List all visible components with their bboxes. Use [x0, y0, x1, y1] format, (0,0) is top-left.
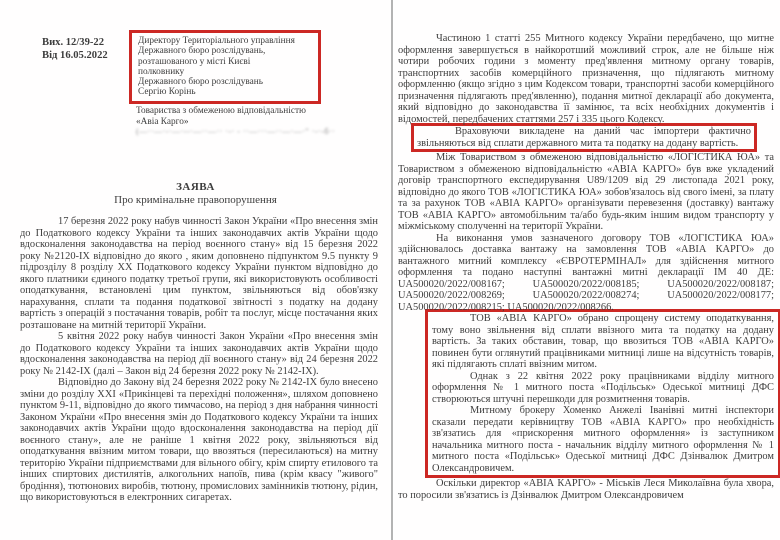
- addressee-line: розташованого у місті Києві: [138, 56, 251, 67]
- outgoing-reference: [42, 36, 108, 62]
- highlighted-paragraph-broker: Митному брокеру Хоменко Анжелі Іванівні митні інспектори сказали передати керівництву ТОВ «АВІА КАРГО» про необхідність зв'язатись для «прискорення митного оформлення» із заступником начальника митного поста - начальник відділу митного оформлення № 1 митного поста «Подільськ» Одеської митниці ДФС Дзінвалюк Дмитром Олександровичем.: [432, 405, 774, 474]
- paragraph-import-duty-exemption: Відповідно до Закону від 24 березня 2022 року № 2142-ІХ було внесено зміни до розділу ХХІ «Прикінцеві та перехідні положення», шляхом доповнено пунктом 9-11, відповідно до якого тимчасово, на період з дня набрання чинності Законом України «Про внесення змін до Податкового кодексу України та інших законодавчих актів України щодо вдосконалення законодавства на період дії воєнного стану», але не раніше 1 квітня 2022 року, звільняються від оподаткування ввізним митом товари, що ввозяться (пересилаються) на митну територію України підприємствами для вільного обігу, крім спирту етилового та інших спиртових дистилятів, алкогольних напоїв, пива (крім квасу "живого" бродіння), тютюнових виробів, тютюну, промислових замінників тютюну, рідин, що використовуються в електронних сигаретах.: [20, 377, 379, 503]
- page-divider: [391, 0, 393, 540]
- highlighted-paragraph-simplified-tax: ТОВ «АВІА КАРГО» обрано спрощену систему оподаткування, тому воно звільнення від сплати ввізного мита та податку на додану вартість. За таких обставин, товар, що ввозиться ТОВ «АВІА КАРГО» повинен бути оглянутий працівниками митниці лише на відсутність товарів, які підлягають сплаті ввізним митом.: [432, 313, 774, 370]
- ref-number: Вих. 12/39-22: [42, 37, 105, 48]
- paragraph-logistics-contract: Між Товариством з обмеженою відповідальністю «ЛОГІСТИКА ЮА» та Товариством з обмеженою відповідальністю «АВІА КАРГО» був вже укладений договір транспортного експедирування U89/1209 від 29 листопада 2021 року, відповідно до якого ТОВ «ЛОГІСТИКА ЮА» зобов'язалось від свого імені, за плату та за рахунок ТОВ «АВІА КАРГО» організувати перевезення (доставку) вантажу ТОВ «АВІА КАРГО» автомобільним та/або будь-яким іншим видом транспорту у міжміському сполученні на території України.: [398, 152, 774, 232]
- addressee-line: Сергію Корінь: [138, 87, 196, 98]
- paragraph-customs-code-255: Частиною 1 статті 255 Митного кодексу України передбачено, що митне оформлення завершується в найкоротший можливий строк, але не більше ніж чотири робочих години з моменту пред'явлення митному органу товарів, транспортних засобів комерційного призначення, що підлягають митному оформленню (якщо згідно з цим Кодексом товари, транспортні засоби комерційного призначення підлягають пред'явленню), подання митної декларації або документа, який відповідно до законодавства її замінює, та всіх необхідних документів і відомостей, передбачених статтями 257 і 335 цього Кодексу.: [398, 33, 774, 125]
- paragraph-director-ill: Оскільки директор «АВІА КАРГО» - Міськів Леся Миколаївна була хвора, то поросили зв'язатись із Дзінвалюк Дмитром Олександровичем: [398, 478, 774, 501]
- addressee-line: Державного бюро розслідувань: [138, 77, 263, 88]
- addressee-line: Державного бюро розслідувань,: [138, 46, 266, 57]
- page2-body: [398, 33, 774, 501]
- applicant-line: Товариства з обмеженою відповідальністю: [136, 106, 306, 116]
- addressee-line: Директору Територіального управління: [138, 36, 295, 46]
- highlighted-paragraph-obstacles: Однак з 22 квітня 2022 року працівниками відділу митного оформлення № 1 митного поста «Подільськ» Одеської митниці ДФС створюються штучні перешкоди для розмитнення товарів.: [432, 370, 774, 405]
- page-right: [394, 0, 780, 540]
- highlight-box-avia-cargo: [425, 309, 780, 478]
- highlighted-paragraph-importers: Враховуючи викладене на даний час імпортери фактично звільняються від сплати державного мита та податку на додану вартість.: [417, 126, 751, 149]
- applicant-block: [136, 106, 335, 138]
- addressee-highlight-box: [129, 30, 321, 104]
- redacted-address-line: (—··—·-·—·--·—··—·· ·-· - ··—···—··—·—·" ·-·-б··: [136, 127, 336, 137]
- paragraph-law-2142: 5 квітня 2022 року набув чинності Закон України «Про внесення змін до Податкового кодексу України та інших законодавчих актів України щодо вдосконалення законодавства на період дії воєнного стану» від 24 березня 2022 року № 2142-ІХ (далі – Закон від 24 березня 2022 року № 2142-ІХ).: [20, 331, 378, 377]
- statement-title: ЗАЯВА: [176, 181, 215, 193]
- applicant-line: «Авіа Карго»: [136, 116, 189, 127]
- addressee-line: полковнику: [138, 66, 185, 77]
- paragraph-customs-declarations: На виконання умов зазначеного договору ТОВ «ЛОГІСТИКА ЮА» здійснювалось доставка вантажу на замовлення ТОВ «АВІА КАРГО» до вантажного митний комплексу «ЄВРОТЕРМІНАЛ» для здійснення митного оформлення та подано наступні вантажні митні декларації ІМ 40 ДЕ: UA500020/2022/008167; UA500020/2022/008185; UA500020/2022/008187; UA500020/2022/008269; UA500020/2022/008274; UA500020/2022/008177; UA500020/2022/008215; UA500020/2022/008266.: [398, 232, 774, 313]
- statement-subtitle: Про кримінальне правопорушення: [114, 194, 277, 206]
- highlight-box-importers: [411, 123, 757, 152]
- page1-body: [20, 216, 378, 504]
- paragraph-tax-law-2120: 17 березня 2022 року набув чинності Закон України «Про внесення змін до Податкового кодексу України та інших законодавчих актів України щодо вдосконалення законодавства на період воєнного стану» від 15 березня 2022 року №2120-ІХ відповідно до якого , яким доповнено підпунктом 9.5 пункту 9 підрозділу 8 розділу ХХ Податкового кодексу України пунктом відповідно до якого платники єдиного податку третьої групи, які використовують особливості оподаткування, встановлені цим пунктом, звільняються від обов'язку нарахування, сплати та подання податкової звітності з податку на додану вартість з операцій з постачання товарів, робіт та послуг, місце постачання яких розташоване на митній території України.: [20, 216, 378, 331]
- ref-date: Від 16.05.2022: [42, 50, 108, 61]
- statement-title-block: [0, 181, 391, 207]
